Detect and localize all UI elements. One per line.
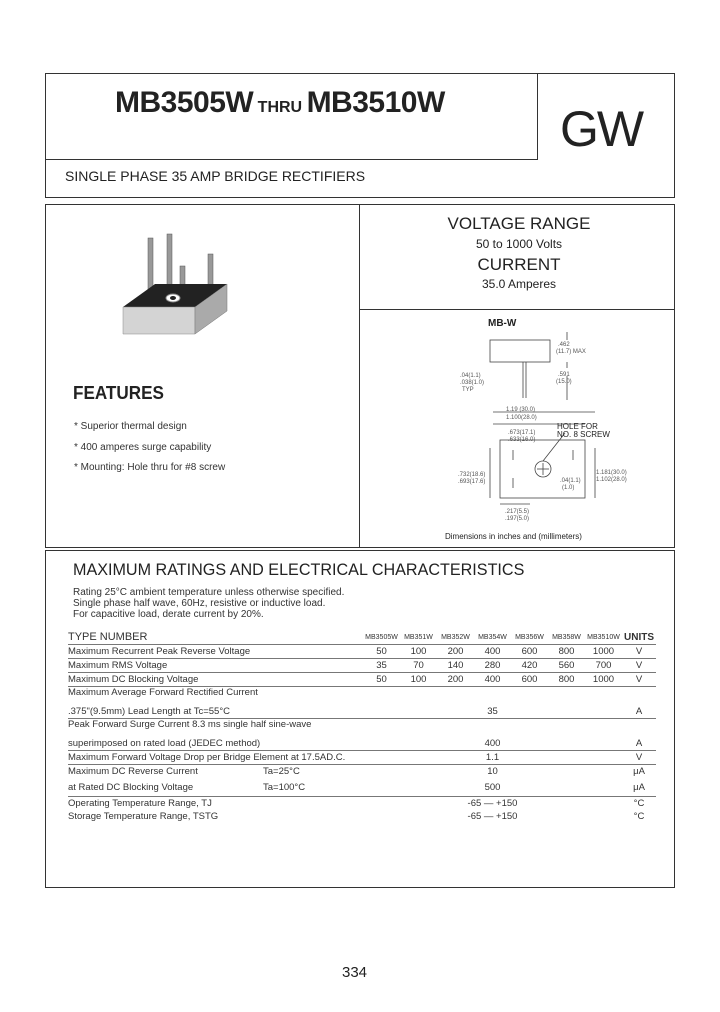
package-outline-diagram xyxy=(455,328,630,528)
table-row xyxy=(68,810,656,823)
voltage-range-value: 50 to 1000 Volts xyxy=(475,237,563,251)
cell: 200 xyxy=(437,673,474,687)
rating-note-1: Rating 25°C ambient temperature unless otherwise specified. xyxy=(73,587,345,598)
row-label: Maximum Forward Voltage Drop per Bridge Element at 17.5AD.C. xyxy=(68,751,363,765)
dim-d17: .197(5.0) xyxy=(505,516,530,522)
row-label xyxy=(68,765,363,779)
unit-cell: V xyxy=(622,673,656,687)
header-divider-vertical xyxy=(537,73,538,160)
table-row xyxy=(68,719,656,738)
row-label: Maximum DC Blocking Voltage xyxy=(68,673,363,687)
dim-d1: .462 xyxy=(558,342,570,348)
dim-d18: .04(1.1) xyxy=(560,478,581,484)
cell: -65 — +150 xyxy=(467,811,518,822)
cell: 1000 xyxy=(585,673,622,687)
dim-d8: 1.19 (30.0) xyxy=(506,407,536,413)
rating-note-2: Single phase half wave, 60Hz, resistive or inductive load. xyxy=(73,598,326,609)
cell: 100 xyxy=(400,645,437,659)
part-start: MB3505W xyxy=(115,86,254,119)
ir-label-2: at Rated DC Blocking Voltage xyxy=(68,781,194,793)
dim-d11: .633(16.0) xyxy=(508,437,536,443)
table-row xyxy=(68,687,656,706)
package-label: MB-W xyxy=(488,318,517,329)
dim-d7: (15.0) xyxy=(556,379,572,385)
col-mb3505w: MB3505W xyxy=(365,634,398,641)
row-label: Maximum Average Forward Rectified Current xyxy=(68,687,656,706)
col-mb351w: MB351W xyxy=(404,634,433,641)
units-header: UNITS xyxy=(624,632,654,643)
ir-cond-2: Ta=100°C xyxy=(263,781,306,793)
dim-d9: 1.100(28.0) xyxy=(506,415,537,421)
dim-d13: .693(17.6) xyxy=(458,479,486,485)
table-row xyxy=(68,659,656,673)
unit-cell: V xyxy=(622,645,656,659)
cell: 600 xyxy=(511,673,548,687)
table-row xyxy=(68,645,656,659)
cell: 400 xyxy=(484,738,501,749)
cell: 35 xyxy=(363,659,400,673)
page-number: 334 xyxy=(342,964,368,981)
dim-d19: (1.0) xyxy=(562,485,575,491)
row-label: Operating Temperature Range, TJ xyxy=(68,797,363,811)
table-row xyxy=(68,673,656,687)
rating-note-3: For capacitive load, derate current by 20%. xyxy=(73,609,264,620)
page-title xyxy=(115,86,445,120)
col-mb356w: MB356W xyxy=(515,634,544,641)
table-row xyxy=(68,778,656,797)
unit-cell: A xyxy=(635,706,643,717)
unit-cell: V xyxy=(622,751,656,765)
cell: -65 — +150 xyxy=(363,797,622,811)
cell: 10 xyxy=(363,765,622,779)
unit-cell: °C xyxy=(622,797,656,811)
ratings-title: MAXIMUM RATINGS AND ELECTRICAL CHARACTERISTICS xyxy=(73,560,525,579)
header-divider-horizontal xyxy=(45,159,537,160)
dim-d15: 1.102(28.0) xyxy=(596,477,627,483)
cell: 1.1 xyxy=(363,751,622,765)
table-row xyxy=(68,765,656,779)
middle-divider-horizontal xyxy=(359,309,675,310)
dim-d6: .591 xyxy=(558,372,570,378)
dim-d14: 1.181(30.0) xyxy=(596,470,627,476)
unit-cell: V xyxy=(622,659,656,673)
dim-d12: .732(18.6) xyxy=(458,472,486,478)
cell: 1000 xyxy=(585,645,622,659)
dim-d5: TYP xyxy=(462,387,474,393)
cell: 600 xyxy=(511,645,548,659)
features-heading: FEATURES xyxy=(73,383,164,403)
cell: 500 xyxy=(484,781,501,793)
brand-logo: GW xyxy=(560,101,643,157)
row-label xyxy=(68,778,363,797)
row-label: Peak Forward Surge Current 8.3 ms single half sine-wave xyxy=(68,719,656,738)
table-row xyxy=(68,705,656,719)
unit-cell: μA xyxy=(622,765,656,779)
diagram-caption: Dimensions in inches and (millimeters) xyxy=(445,532,582,541)
col-mb3510w: MB3510W xyxy=(587,634,620,641)
bridge-rectifier-icon xyxy=(115,232,235,337)
cell: 50 xyxy=(363,645,400,659)
cell: 700 xyxy=(585,659,622,673)
cell: 70 xyxy=(400,659,437,673)
dim-d4: .038(1.0) xyxy=(460,380,485,386)
cell: 100 xyxy=(400,673,437,687)
feature-item-2: * 400 amperes surge capability xyxy=(74,442,212,453)
feature-item-3: * Mounting: Hole thru for #8 screw xyxy=(74,462,226,473)
part-end: MB3510W xyxy=(306,86,445,119)
cell: 400 xyxy=(474,673,511,687)
row-label: Maximum RMS Voltage xyxy=(68,659,363,673)
dim-d16: .217(5.5) xyxy=(505,509,530,515)
col-mb354w: MB354W xyxy=(478,634,507,641)
col-mb352w: MB352W xyxy=(441,634,470,641)
unit-cell: μA xyxy=(633,781,645,793)
cell: 35 xyxy=(487,706,498,717)
dim-d2: (11.7) MAX xyxy=(556,349,586,355)
current-value: 35.0 Amperes xyxy=(481,277,557,291)
dim-d3: .04(1.1) xyxy=(460,373,481,379)
cell: 140 xyxy=(437,659,474,673)
hole-label-1: HOLE FOR xyxy=(557,422,598,431)
cell: 400 xyxy=(474,645,511,659)
ir-label-1: Maximum DC Reverse Current xyxy=(68,766,198,777)
ratings-table xyxy=(68,631,656,823)
table-row xyxy=(68,751,656,765)
cell: 560 xyxy=(548,659,585,673)
row-label: Storage Temperature Range, TSTG xyxy=(68,811,219,822)
ir-cond-1: Ta=25°C xyxy=(263,766,300,777)
row-label: .375"(9.5mm) Lead Length at Tc=55°C xyxy=(68,706,230,717)
table-header-row xyxy=(68,631,656,645)
unit-cell: °C xyxy=(633,811,645,822)
unit-cell: A xyxy=(635,738,643,749)
type-number-header: TYPE NUMBER xyxy=(68,631,148,643)
hole-label-2: NO. 8 SCREW xyxy=(557,430,610,439)
cell: 420 xyxy=(511,659,548,673)
table-row xyxy=(68,737,656,751)
subtitle: SINGLE PHASE 35 AMP BRIDGE RECTIFIERS xyxy=(65,168,366,184)
row-label: superimposed on rated load (JEDEC method) xyxy=(68,738,261,749)
cell: 200 xyxy=(437,645,474,659)
col-mb358w: MB358W xyxy=(552,634,581,641)
current-title: CURRENT xyxy=(477,255,561,274)
cell: 800 xyxy=(548,645,585,659)
feature-item-1: * Superior thermal design xyxy=(74,421,187,432)
table-row xyxy=(68,797,656,811)
cell: 280 xyxy=(474,659,511,673)
dim-d10: .673(17.1) xyxy=(508,430,536,436)
cell: 800 xyxy=(548,673,585,687)
thru-label: THRU xyxy=(257,99,303,116)
row-label: Maximum Recurrent Peak Reverse Voltage xyxy=(68,645,363,659)
cell: 50 xyxy=(363,673,400,687)
voltage-range-title: VOLTAGE RANGE xyxy=(447,214,591,233)
